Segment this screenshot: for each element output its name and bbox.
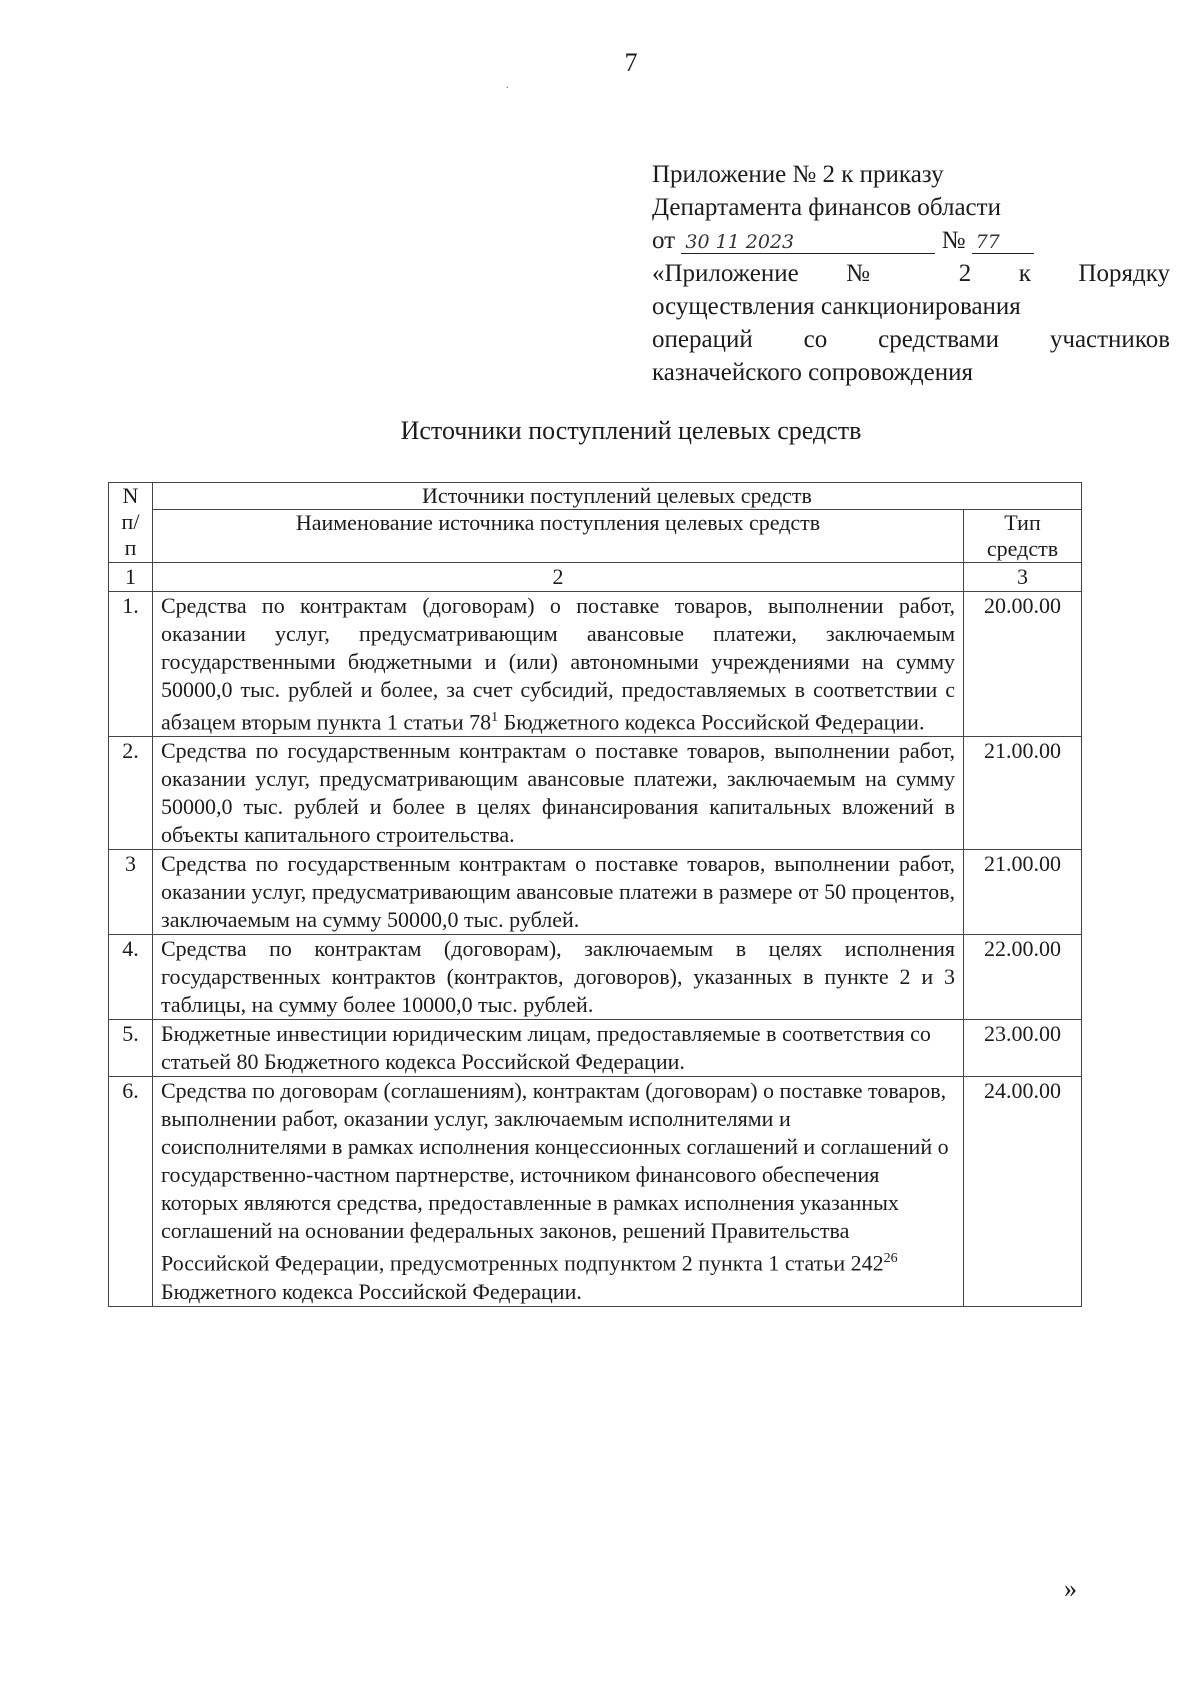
appendix-block: [652, 158, 1170, 389]
row-source-name-text: Средства по договорам (соглашениям), контрактам (договорам) о поставке товаров, выполнении работ, оказании услуг, заключаемым исполнителями и соисполнителями в рамках исполнения концессионных соглашений и соглашений о государственно-частном партнерстве, источником финансового обеспечения которых являются средства, предоставленные в рамках исполнения указанных соглашений на основании федеральных законов, решений Правительства Российской Федерации, предусмотренных подпунктом 2 пункта 1 статьи 242: [161, 1078, 949, 1276]
table-row: [109, 1020, 1082, 1077]
table-header-row-2: [109, 510, 1082, 563]
table-row: [109, 850, 1082, 935]
header-type: Тип средств: [964, 510, 1082, 563]
appendix-line-1: Приложение № 2 к приказу: [652, 161, 944, 188]
row-source-name: [153, 1077, 964, 1306]
superscript: 26: [883, 1251, 898, 1267]
row-source-name: Бюджетные инвестиции юридическим лицам, предоставляемые в соответствия со статьей 80 Бюджетного кодекса Российской Федерации.: [153, 1020, 964, 1077]
header-num: N п/п: [109, 483, 153, 563]
page-number: 7: [624, 48, 638, 77]
row-number: 2.: [109, 737, 153, 850]
row-fund-type: 22.00.00: [964, 935, 1082, 1020]
row-fund-type: 21.00.00: [964, 850, 1082, 935]
row-source-name: Средства по контрактам (договорам), заключаемым в целях исполнения государственных контрактов (контрактов, договоров), указанных в пункте 2 и 3 таблицы, на сумму более 10000,0 тыс. рублей.: [153, 935, 964, 1020]
appendix-line-4: «Приложение № 2 к Порядку: [652, 260, 1170, 287]
number-sign: №: [941, 227, 966, 254]
column-number-1: 1: [109, 563, 153, 592]
table-row: [109, 592, 1082, 737]
table-row: [109, 1077, 1082, 1306]
handwritten-number: 77: [972, 231, 1034, 254]
row-source-name: Средства по государственным контрактам о поставке товаров, выполнении работ, оказании услуг, предусматривающим авансовые платежи, заключаемым на сумму 50000,0 тыс. рублей и более в целях финансирования капитальных вложений в объекты капитального строительства.: [153, 737, 964, 850]
appendix-line-5: осуществления санкционирования: [652, 293, 1021, 320]
row-fund-type: 21.00.00: [964, 737, 1082, 850]
table-row: [109, 935, 1082, 1020]
appendix-line-3: [652, 224, 1170, 257]
row-number: 6.: [109, 1077, 153, 1306]
row-source-name-text-end: Бюджетного кодекса Российской Федерации.: [498, 709, 925, 735]
table-row: [109, 737, 1082, 850]
column-number-2: 2: [153, 563, 964, 592]
row-number: 5.: [109, 1020, 153, 1077]
row-source-name: Средства по государственным контрактам о поставке товаров, выполнении работ, оказании услуг, предусматривающим авансовые платежи в размере от 50 процентов, заключаемым на сумму 50000,0 тыс. рублей.: [153, 850, 964, 935]
stray-dot: .: [506, 80, 509, 91]
date-prefix: от: [652, 227, 676, 254]
row-source-name-text: Средства по контрактам (договорам) о поставке товаров, выполнении работ, оказании услуг, предусматривающим авансовые платежи, заключаемым государственными бюджетными и (или) автономными учреждениями на сумму 50000,0 тыс. рублей и более, за счет субсидий, предоставляемых в соответствии с абзацем вторым пункта 1 статьи 78: [161, 593, 955, 735]
sources-table: [108, 482, 1082, 1307]
appendix-line-6: операций со средствами участников: [652, 326, 1170, 353]
header-group: Источники поступлений целевых средств: [153, 483, 1082, 510]
row-fund-type: 20.00.00: [964, 592, 1082, 737]
row-number: 3: [109, 850, 153, 935]
appendix-line-2: Департамента финансов области: [652, 194, 1001, 221]
row-fund-type: 23.00.00: [964, 1020, 1082, 1077]
superscript: 1: [491, 710, 499, 725]
column-number-3: 3: [964, 563, 1082, 592]
row-source-name-text-end: Бюджетного кодекса Российской Федерации.: [161, 1278, 582, 1304]
row-source-name: [153, 592, 964, 737]
row-fund-type: 24.00.00: [964, 1077, 1082, 1306]
appendix-line-7: казначейского сопровождения: [652, 359, 973, 386]
row-number: 4.: [109, 935, 153, 1020]
handwritten-date: 30 11 2023: [681, 231, 935, 254]
row-number: 1.: [109, 592, 153, 737]
header-name: Наименование источника поступления целевых средств: [153, 510, 964, 563]
document-title: Источники поступлений целевых средств: [400, 416, 862, 445]
closing-quote: »: [1064, 1574, 1077, 1603]
column-number-row: [109, 563, 1082, 592]
table-header-row-1: [109, 483, 1082, 510]
